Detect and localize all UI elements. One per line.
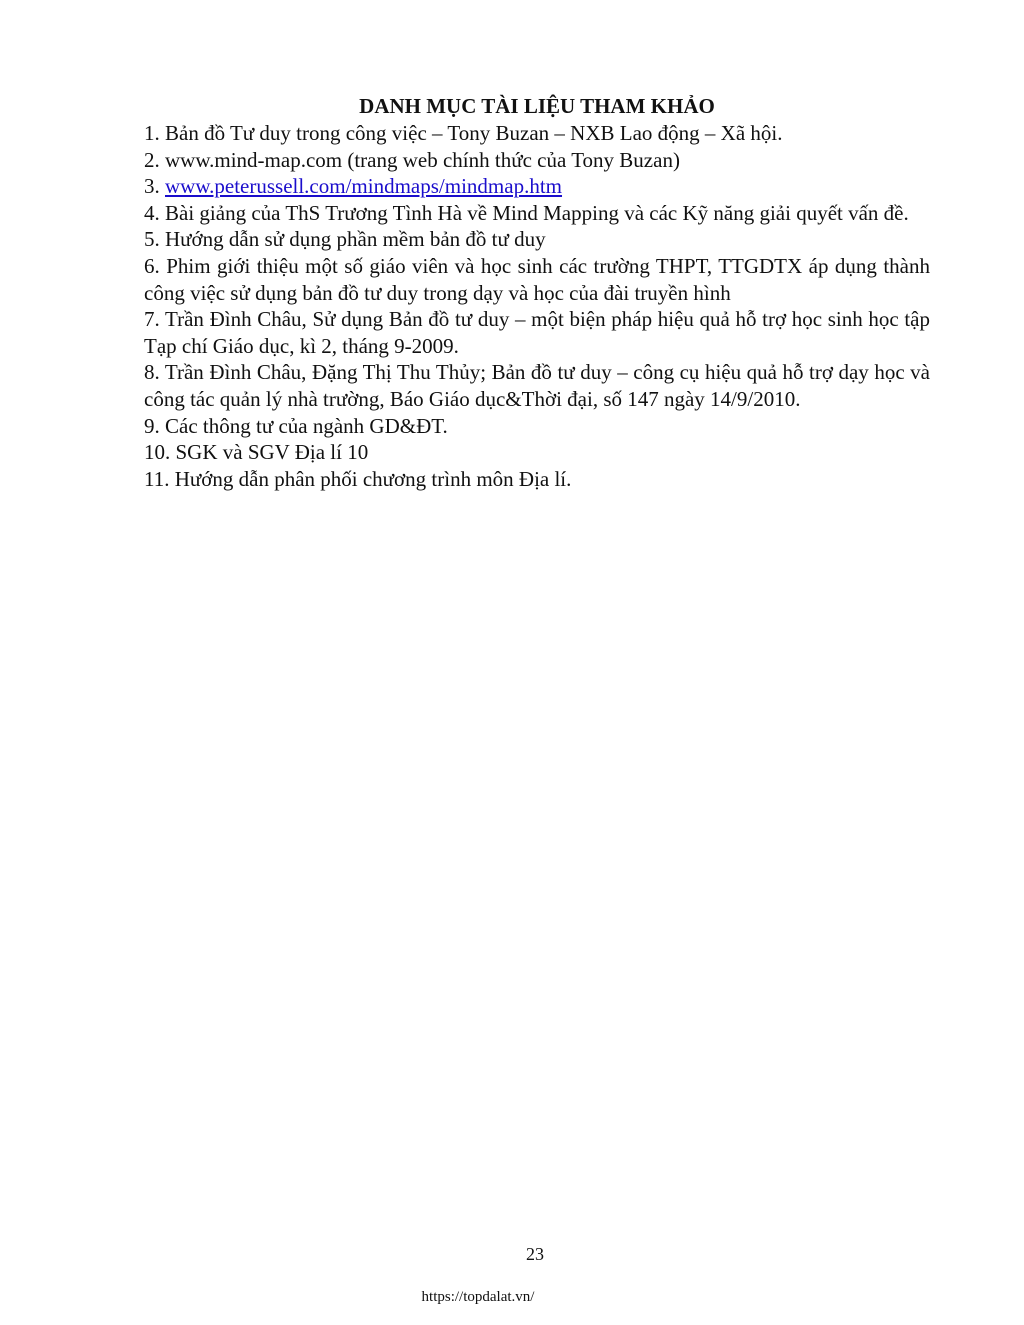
reference-item-9: 9. Các thông tư của ngành GD&ĐT. bbox=[144, 413, 448, 438]
reference-item-3 bbox=[144, 173, 930, 200]
references-section bbox=[144, 92, 930, 492]
reference-link[interactable]: www.peterussell.com/mindmaps/mindmap.htm bbox=[165, 174, 563, 199]
footer-url: https://topdalat.vn/ bbox=[421, 1289, 535, 1305]
reference-item-10: 10. SGK và SGV Địa lí 10 bbox=[144, 440, 369, 465]
page-number: 23 bbox=[526, 1244, 544, 1264]
reference-item-3-number: 3. bbox=[144, 174, 165, 199]
reference-item-5: 5. Hướng dẫn sử dụng phần mềm bản đồ tư duy bbox=[144, 227, 546, 252]
reference-item-2: 2. www.mind-map.com (trang web chính thức của Tony Buzan) bbox=[144, 147, 680, 172]
reference-item-4: 4. Bài giảng của ThS Trương Tình Hà về Mind Mapping và các Kỹ năng giải quyết vấn đề. bbox=[144, 200, 909, 225]
page-title: DANH MỤC TÀI LIỆU THAM KHẢO bbox=[359, 94, 715, 118]
reference-item-7: 7. Trần Đình Châu, Sử dụng Bản đồ tư duy – một biện pháp hiệu quả hỗ trợ học sinh học tập Tạp chí Giáo dục, kì 2, tháng 9-2009. bbox=[144, 307, 930, 358]
reference-item-11: 11. Hướng dẫn phân phối chương trình môn Địa lí. bbox=[144, 466, 572, 491]
reference-item-8: 8. Trần Đình Châu, Đặng Thị Thu Thủy; Bản đồ tư duy – công cụ hiệu quả hỗ trợ dạy học và công tác quản lý nhà trường, Báo Giáo dục&Thời đại, số 147 ngày 14/9/2010. bbox=[144, 360, 930, 411]
reference-item-1: 1. Bản đồ Tư duy trong công việc – Tony Buzan – NXB Lao động – Xã hội. bbox=[144, 121, 783, 145]
reference-item-6: 6. Phim giới thiệu một số giáo viên và học sinh các trường THPT, TTGDTX áp dụng thành công việc sử dụng bản đồ tư duy trong dạy và học của đài truyền hình bbox=[144, 253, 930, 305]
